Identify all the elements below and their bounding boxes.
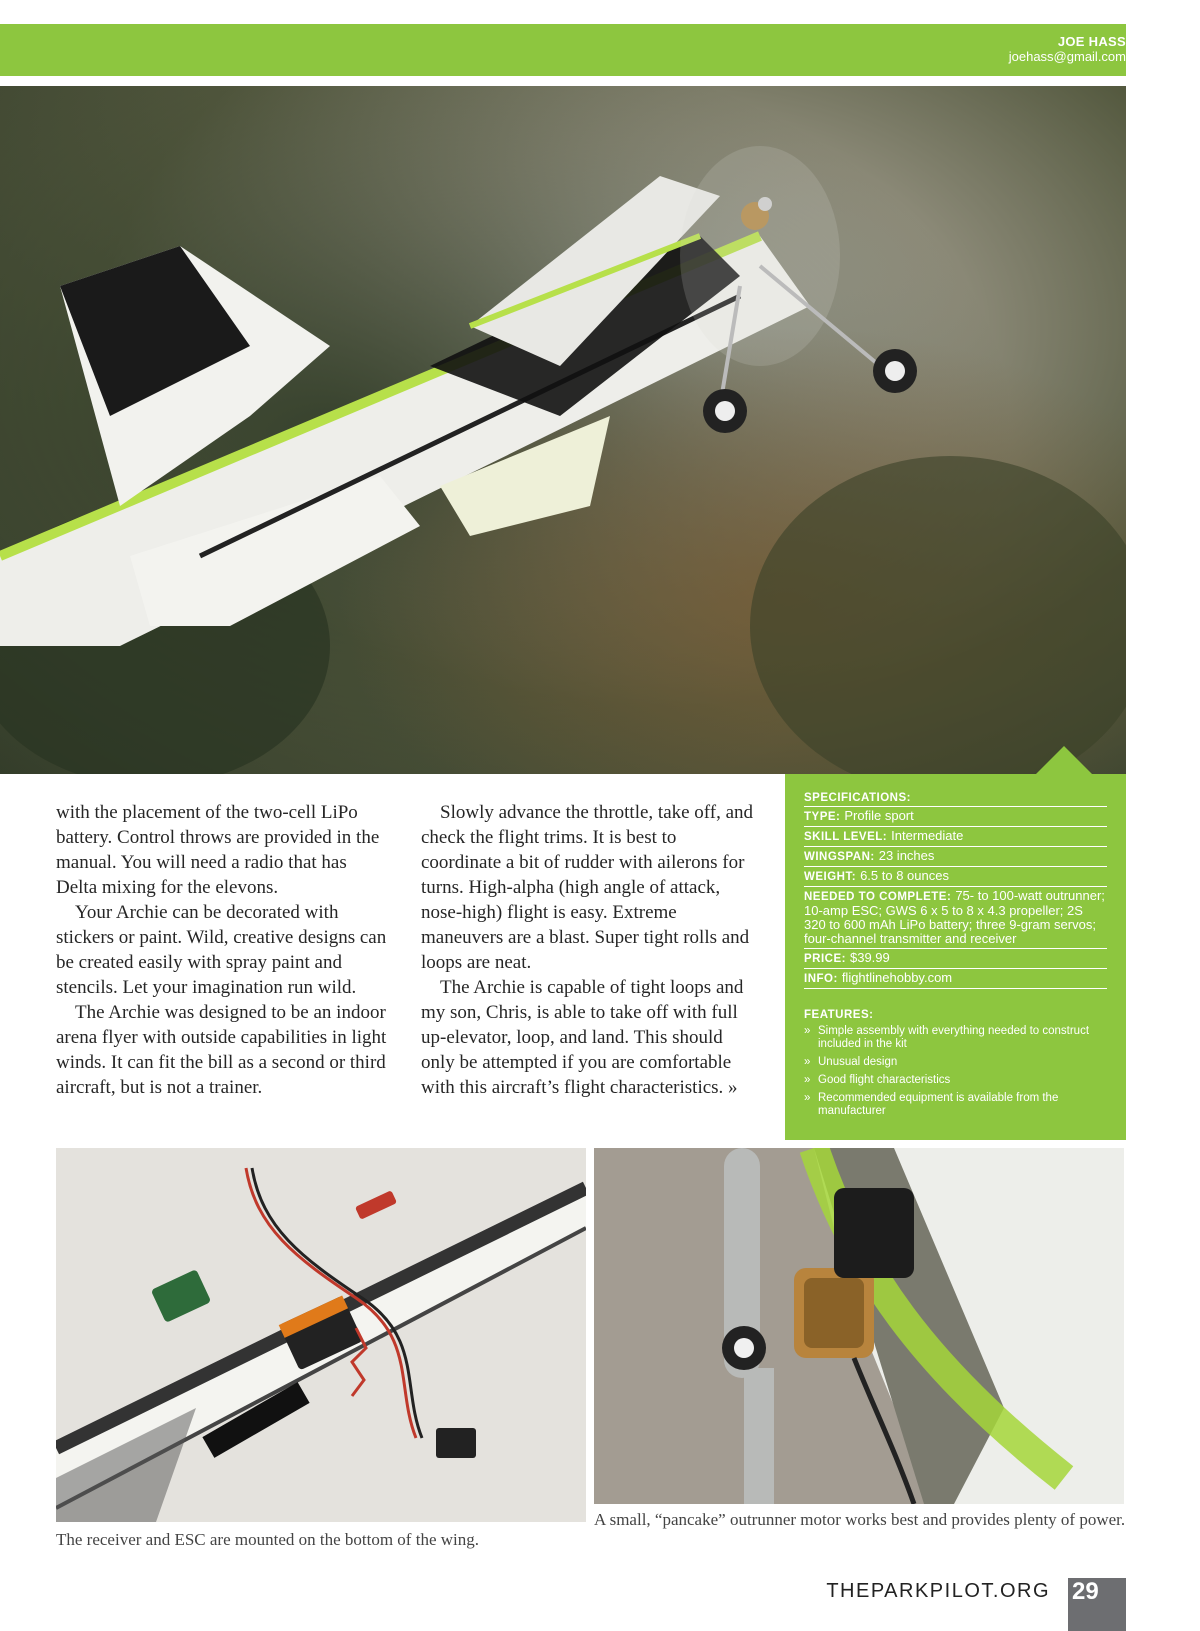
chevron-right-icon: » (804, 1092, 811, 1104)
feature-text: Simple assembly with everything needed to construct included in the kit (818, 1025, 1090, 1050)
spec-key: PRICE: (804, 953, 846, 965)
feature-text: Unusual design (818, 1056, 898, 1068)
spec-key: NEEDED TO COMPLETE: (804, 891, 952, 903)
spec-key: TYPE: (804, 811, 841, 823)
spec-row-info (804, 969, 1107, 989)
page-number: 29 (1068, 1578, 1126, 1631)
chevron-right-icon: » (804, 1025, 811, 1037)
spec-key: SKILL LEVEL: (804, 831, 888, 843)
caption-receiver-esc: The receiver and ESC are mounted on the bottom of the wing. (56, 1530, 479, 1549)
airplane-illustration (0, 86, 1126, 774)
spec-value: Intermediate (891, 828, 964, 843)
spec-value: $39.99 (849, 950, 890, 965)
spec-row-weight (804, 867, 1107, 887)
author-email[interactable]: joehass@gmail.com (1008, 49, 1126, 64)
author-block (1009, 34, 1126, 64)
specifications-box (785, 774, 1126, 1140)
footer-site-url[interactable]: THEPARKPILOT.ORG (826, 1580, 1050, 1602)
spec-key: WEIGHT: (804, 871, 857, 883)
spec-key: WINGSPAN: (804, 851, 875, 863)
paragraph: Slowly advance the throttle, take off, and check the flight trims. It is best to coordinate a bit of rudder with ailerons for turns. High-alpha (high angle of attack, nose-high) flight is easy. Extreme maneuvers are a blast. Super tight rolls and loops are neat. (421, 802, 754, 973)
feature-text: Recommended equipment is available from the manufacturer (818, 1092, 1059, 1117)
feature-item (804, 1092, 1107, 1118)
feature-item (804, 1056, 1107, 1069)
body-column-1 (56, 800, 392, 1100)
paragraph: with the placement of the two-cell LiPo battery. Control throws are provided in the manual. You will need a radio that has Delta mixing for the elevons. (56, 802, 380, 898)
spec-box-notch (1036, 746, 1092, 774)
caption-pancake-motor: A small, “pancake” outrunner motor works best and provides plenty of power. (594, 1510, 1126, 1529)
paragraph: The Archie is capable of tight loops and my son, Chris, is able to take off with full up-elevator, loop, and land. This should only be attempted if you are comfortable with this aircraft’s flight characteristics. » (421, 977, 744, 1098)
features-heading: FEATURES: (804, 1009, 874, 1021)
header-bar (0, 24, 1126, 76)
spec-value: 75- to 100-watt outrunner; 10-amp ESC; GWS 6 x 5 to 8 x 4.3 propeller; 2S 320 to 600 mAh LiPo battery; three 9-gram servos; four-channel transmitter and receiver (804, 888, 1105, 946)
motor-illustration (594, 1148, 1124, 1504)
chevron-right-icon: » (804, 1056, 811, 1068)
receiver-illustration (56, 1148, 586, 1522)
chevron-right-icon: » (804, 1074, 811, 1086)
spec-key: INFO: (804, 973, 838, 985)
paragraph: Your Archie can be decorated with stickers or paint. Wild, creative designs can be created easily with spray paint and stencils. Let your imagination run wild. (56, 902, 387, 998)
body-column-2 (421, 800, 761, 1100)
photo-receiver-esc (56, 1148, 586, 1522)
spec-row-type (804, 807, 1107, 827)
feature-item (804, 1025, 1107, 1051)
specifications-heading: SPECIFICATIONS: (804, 792, 1107, 807)
spec-value: 6.5 to 8 ounces (860, 868, 949, 883)
spec-value-link[interactable]: flightlinehobby.com (841, 970, 953, 985)
spec-row-needed-to-complete (804, 887, 1107, 949)
paragraph: The Archie was designed to be an indoor arena flyer with outside capabilities in light winds. It can fit the bill as a second or third aircraft, but is not a trainer. (56, 1002, 387, 1098)
author-name: JOE HASS (1057, 34, 1126, 49)
spec-row-wingspan (804, 847, 1107, 867)
spec-value: 23 inches (878, 848, 935, 863)
spec-value: Profile sport (844, 808, 914, 823)
hero-photo-airplane (0, 86, 1126, 774)
feature-text: Good flight characteristics (818, 1074, 951, 1086)
spec-row-price (804, 949, 1107, 969)
photo-pancake-motor (594, 1148, 1124, 1504)
feature-item (804, 1074, 1107, 1087)
spec-row-skill-level (804, 827, 1107, 847)
